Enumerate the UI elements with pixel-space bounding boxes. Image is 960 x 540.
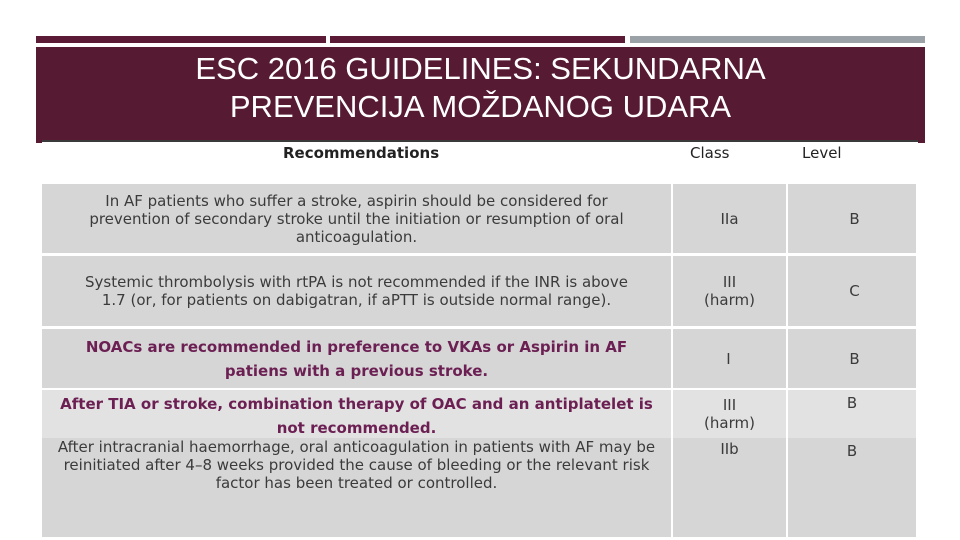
row-3-class-text: I bbox=[726, 349, 731, 368]
row-4-level-bottom bbox=[788, 442, 916, 460]
row-4-level-a-text: B bbox=[846, 394, 858, 412]
title-line-2: PREVENCIJA MOŽDANOG UDARA bbox=[229, 89, 732, 124]
top-accent-bar-left bbox=[36, 36, 326, 43]
row-1-level-text: B bbox=[849, 209, 860, 228]
header-class: Class bbox=[690, 144, 730, 162]
row-1-recommendation-text: In AF patients who suffer a stroke, aspirin should be considered for prevention of secondary stroke until the initiation or resumption of oral anticoagulation. bbox=[89, 191, 624, 246]
row-4-recommendation-bold-text: After TIA or stroke, combination therapy of OAC and an antiplatelet is not recommended. bbox=[60, 395, 653, 437]
table-row-3-class bbox=[673, 329, 786, 388]
slide-title bbox=[36, 50, 925, 126]
top-accent-bar-middle bbox=[330, 36, 625, 43]
row-4-class-a-line-1: III bbox=[722, 396, 737, 414]
table-row-2-class bbox=[673, 256, 786, 326]
table-row-2-recommendation bbox=[42, 256, 671, 326]
table-row-3-recommendation bbox=[42, 329, 671, 388]
title-line-1: ESC 2016 GUIDELINES: SEKUNDARNA bbox=[195, 51, 766, 86]
table-row-2-level bbox=[788, 256, 916, 326]
top-accent-bar-right bbox=[630, 36, 925, 43]
row-3-recommendation-text: NOACs are recommended in preference to VKAs or Aspirin in AF patiens with a previous stroke. bbox=[85, 337, 628, 380]
row-4-class-top bbox=[673, 390, 786, 438]
row-4-highlight-block bbox=[42, 390, 671, 438]
table-row-4-recommendation bbox=[42, 390, 671, 537]
header-level: Level bbox=[802, 144, 842, 162]
table-header-row bbox=[42, 140, 918, 184]
row-2-recommendation-text: Systemic thrombolysis with rtPA is not recommended if the INR is above 1.7 (or, for patients on dabigatran, if aPTT is outside normal range). bbox=[85, 273, 628, 309]
row-2-class-line-1: III bbox=[722, 273, 737, 291]
table-row-1-level bbox=[788, 184, 916, 253]
row-4-plain-block bbox=[42, 438, 671, 492]
table-row-4-level bbox=[788, 390, 916, 537]
row-2-level-text: C bbox=[849, 282, 860, 300]
row-2-class-line-2: (harm) bbox=[704, 291, 755, 309]
table-row-4-class bbox=[673, 390, 786, 537]
row-4-recommendation-plain-text: After intracranial haemorrhage, oral anticoagulation in patients with AF may be reinitiated after 4–8 weeks provided the cause of bleeding or the relevant risk factor has been treated or controlled. bbox=[57, 438, 656, 492]
row-4-class-bottom bbox=[673, 440, 786, 458]
row-4-level-top bbox=[788, 390, 916, 438]
row-4-class-a-line-2: (harm) bbox=[704, 414, 755, 432]
row-4-level-b-text: B bbox=[846, 442, 858, 460]
table-row-3-level bbox=[788, 329, 916, 388]
row-3-level-text: B bbox=[849, 349, 860, 368]
table-row-1-recommendation bbox=[42, 184, 671, 253]
row-4-class-b-text: IIb bbox=[720, 440, 739, 458]
table-row-1-class bbox=[673, 184, 786, 253]
row-1-class-text: IIa bbox=[720, 209, 739, 228]
header-recommendations: Recommendations bbox=[283, 144, 440, 162]
